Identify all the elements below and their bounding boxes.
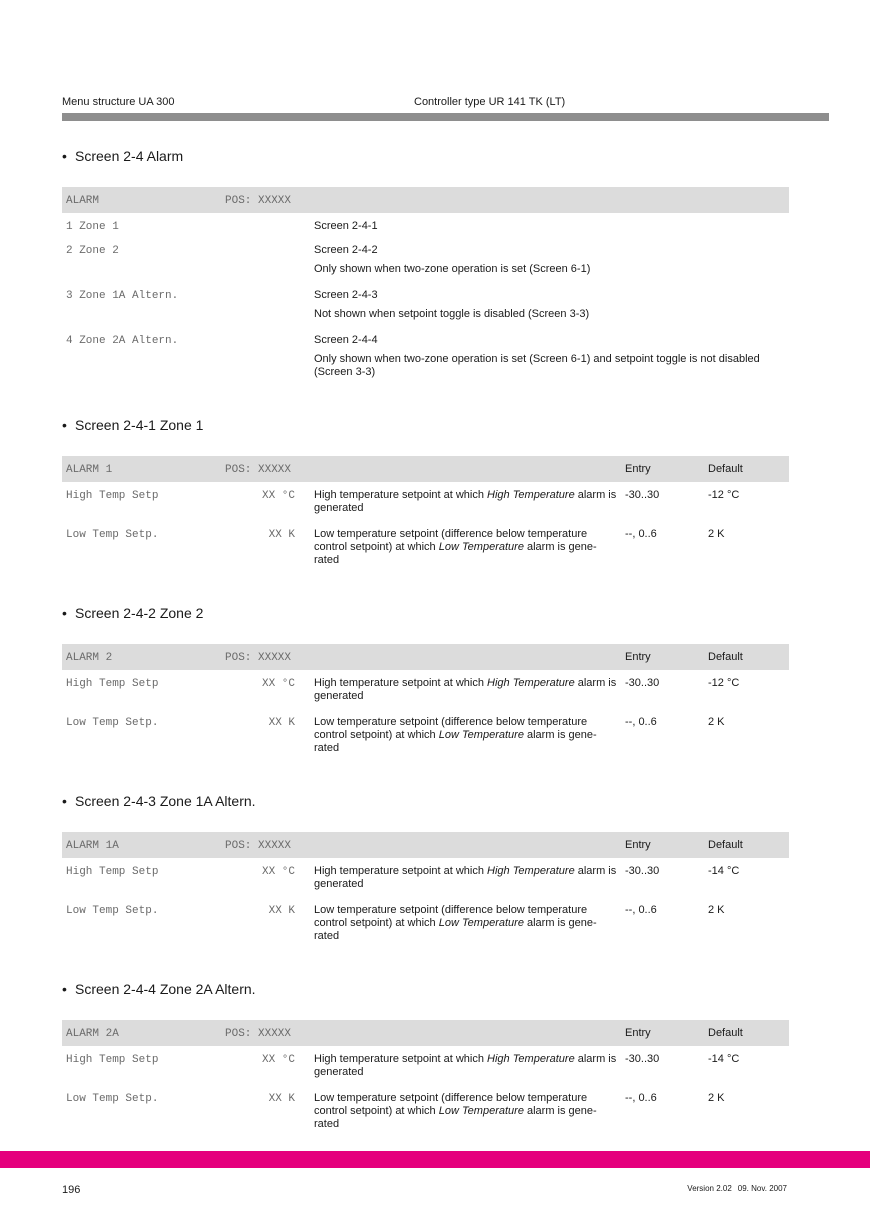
section-title: [62, 791, 789, 811]
entry-header: Entry: [625, 839, 651, 851]
parameter-description: Low temperature setpoint (difference below temperature control setpoint) at which Low Temperature alarm is gene-rated: [314, 904, 597, 942]
section-screen-2-4-1: [62, 415, 789, 571]
row-note: Only shown when two-zone operation is set (Screen 6-1) and setpoint toggle is not disabled (Screen 3-3): [314, 353, 760, 378]
menu-item-name: 3 Zone 1A Altern.: [66, 290, 179, 302]
row-note: Only shown when two-zone operation is set (Screen 6-1): [314, 263, 591, 275]
table-row: [62, 1085, 789, 1135]
header-document-title: Menu structure UA 300: [62, 96, 175, 108]
table-header: [62, 187, 789, 213]
entry-range: -30..30: [625, 489, 660, 501]
screen-ref: Screen 2-4-2: [314, 244, 378, 256]
table-header: [62, 832, 789, 858]
version-label: Version 2.02: [687, 1184, 732, 1193]
table-row: [62, 213, 789, 237]
screen-name: ALARM: [66, 195, 100, 207]
table-row: [62, 897, 789, 947]
section-title-text: Screen 2-4-2 Zone 2: [75, 605, 204, 621]
parameter-description: Low temperature setpoint (difference below temperature control setpoint) at which Low Temperature alarm is gene-rated: [314, 1092, 597, 1130]
parameter-unit: XX °C: [261, 490, 295, 502]
bullet-icon: •: [62, 981, 67, 997]
table-row: [62, 858, 789, 897]
parameter-unit: XX K: [268, 529, 295, 541]
section-title-text: Screen 2-4-4 Zone 2A Altern.: [75, 981, 256, 997]
pos-label: POS: XXXXX: [225, 840, 292, 852]
section-title: [62, 146, 789, 166]
default-value: -12 °C: [708, 489, 740, 501]
entry-range: --, 0..6: [625, 1092, 657, 1104]
section-title: [62, 415, 789, 435]
screen-name: ALARM 1: [66, 464, 113, 476]
table-row: [62, 709, 789, 759]
section-title: [62, 979, 789, 999]
entry-range: --, 0..6: [625, 904, 657, 916]
screen-name: ALARM 1A: [66, 840, 119, 852]
parameter-unit: XX °C: [261, 1054, 295, 1066]
screen-name: ALARM 2A: [66, 1028, 119, 1040]
parameter-unit: XX K: [268, 905, 295, 917]
entry-header: Entry: [625, 463, 651, 475]
menu-item-name: 2 Zone 2: [66, 245, 119, 257]
bullet-icon: •: [62, 148, 67, 164]
section-screen-2-4: [62, 146, 789, 377]
menu-item-name: 1 Zone 1: [66, 221, 119, 233]
version-info: [687, 1184, 787, 1193]
default-header: Default: [708, 1027, 743, 1039]
pos-label: POS: XXXXX: [225, 1028, 292, 1040]
entry-range: --, 0..6: [625, 716, 657, 728]
parameter-name: High Temp Setp: [66, 866, 159, 878]
section-screen-2-4-3: [62, 791, 789, 947]
default-header: Default: [708, 839, 743, 851]
footer-accent-bar: [0, 1151, 870, 1168]
header-controller-type: Controller type UR 141 TK (LT): [414, 96, 566, 108]
menu-item-name: 4 Zone 2A Altern.: [66, 335, 179, 347]
default-header: Default: [708, 463, 743, 475]
table-row: [62, 327, 789, 377]
version-date: 09. Nov. 2007: [737, 1184, 787, 1193]
parameter-unit: XX K: [268, 717, 295, 729]
section-title: [62, 603, 789, 623]
bullet-icon: •: [62, 793, 67, 809]
row-note: Not shown when setpoint toggle is disabled (Screen 3-3): [314, 308, 590, 320]
parameter-name: Low Temp Setp.: [66, 905, 159, 917]
entry-header: Entry: [625, 651, 651, 663]
default-value: 2 K: [708, 716, 725, 728]
default-value: 2 K: [708, 528, 725, 540]
table-row: [62, 521, 789, 571]
page-number: 196: [62, 1184, 81, 1196]
default-value: -14 °C: [708, 1053, 740, 1065]
table-row: [62, 237, 789, 282]
table-row: [62, 670, 789, 709]
parameter-description: High temperature setpoint at which High Temperature alarm is generated: [314, 489, 617, 514]
parameter-name: Low Temp Setp.: [66, 1093, 159, 1105]
parameter-name: High Temp Setp: [66, 1054, 159, 1066]
parameter-description: High temperature setpoint at which High Temperature alarm is generated: [314, 1053, 617, 1078]
parameter-description: Low temperature setpoint (difference below temperature control setpoint) at which Low Temperature alarm is gene-rated: [314, 528, 597, 566]
section-title-text: Screen 2-4-1 Zone 1: [75, 417, 204, 433]
bullet-icon: •: [62, 605, 67, 621]
section-screen-2-4-4: [62, 979, 789, 1135]
parameter-unit: XX K: [268, 1093, 295, 1105]
table-row: [62, 282, 789, 327]
screen-ref: Screen 2-4-4: [314, 334, 378, 346]
menu-item-description: [314, 334, 789, 379]
default-value: -14 °C: [708, 865, 740, 877]
screen-name: ALARM 2: [66, 652, 113, 664]
parameter-unit: XX °C: [261, 866, 295, 878]
entry-range: -30..30: [625, 865, 660, 877]
bullet-icon: •: [62, 417, 67, 433]
default-value: 2 K: [708, 904, 725, 916]
parameter-name: High Temp Setp: [66, 490, 159, 502]
table-row: [62, 482, 789, 521]
parameter-description: High temperature setpoint at which High Temperature alarm is generated: [314, 677, 617, 702]
screen-ref: Screen 2-4-1: [314, 220, 378, 232]
section-screen-2-4-2: [62, 603, 789, 759]
entry-range: -30..30: [625, 677, 660, 689]
parameter-name: Low Temp Setp.: [66, 529, 159, 541]
table-header: [62, 644, 789, 670]
pos-label: POS: XXXXX: [225, 195, 292, 207]
menu-item-description: [314, 244, 789, 276]
entry-range: --, 0..6: [625, 528, 657, 540]
section-title-text: Screen 2-4 Alarm: [75, 148, 184, 164]
default-value: 2 K: [708, 1092, 725, 1104]
menu-item-description: [314, 289, 789, 321]
default-value: -12 °C: [708, 677, 740, 689]
screen-ref: Screen 2-4-3: [314, 289, 378, 301]
parameter-description: Low temperature setpoint (difference below temperature control setpoint) at which Low Temperature alarm is gene-rated: [314, 716, 597, 754]
parameter-unit: XX °C: [261, 678, 295, 690]
entry-range: -30..30: [625, 1053, 660, 1065]
pos-label: POS: XXXXX: [225, 652, 292, 664]
table-header: [62, 456, 789, 482]
default-header: Default: [708, 651, 743, 663]
section-title-text: Screen 2-4-3 Zone 1A Altern.: [75, 793, 256, 809]
entry-header: Entry: [625, 1027, 651, 1039]
parameter-name: Low Temp Setp.: [66, 717, 159, 729]
table-row: [62, 1046, 789, 1085]
pos-label: POS: XXXXX: [225, 464, 292, 476]
parameter-description: High temperature setpoint at which High Temperature alarm is generated: [314, 865, 617, 890]
parameter-name: High Temp Setp: [66, 678, 159, 690]
header-divider-bar: [62, 113, 829, 121]
menu-item-description: [314, 220, 789, 233]
table-header: [62, 1020, 789, 1046]
